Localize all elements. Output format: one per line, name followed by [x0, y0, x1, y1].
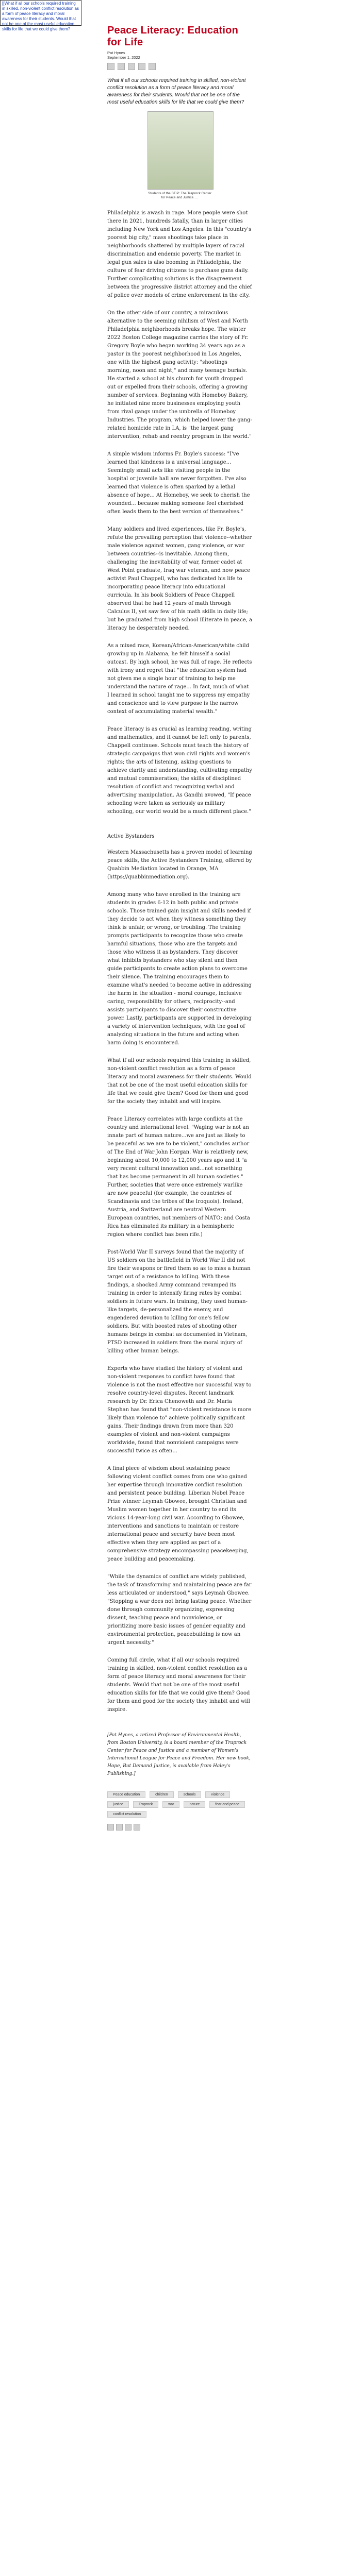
byline [107, 50, 252, 60]
tag[interactable]: children [150, 1791, 174, 1798]
paragraph: Many soldiers and lived experiences, like Fr. Boyle's, refute the prevailing perception that violence--whether male violence against women, gang violence, or war between countries--is inevitable. Among them, challenging the inevitability of war, former cadet at West Point graduate, Iraq war veteran, and now peace activist Paul Chappell, who has dedicated his life to incorporating peace literacy into educational curricula. In his book Soldiers of Peace Chappell observed that he had 12 years of math through Calculus II, yet saw few of his math skills in daily life; but he graduated from high school illiterate in peace, a literacy he desperately needed. [107, 527, 252, 631]
students-photo [147, 111, 214, 190]
paragraph: Experts who have studied the history of violent and non-violent responses to conflict have found that violence is not the most effective nor successful way to resolve country-level disputes. Recent landmark research by Dr. Erica Chenoweth and Dr. Maria Stephan has found that "non-violent resistance is more likely than violence to" achieve politically significant gains. Their findings drawn from more than 320 examples of violent and non-violent campaigns worldwide, found that nonviolent campaigns were successful twice as often... [107, 1366, 252, 1454]
facebook-icon[interactable] [107, 63, 114, 70]
paragraph: A final piece of wisdom about sustaining peace following violent conflict comes from one who gained her expertise through innovative conflict resolution and persistent peace building. Liberian Nobel Peace Prize winner Leymah Gbowee, brought Christian and Muslim women together in her country to end its vicious 14-year-long civil war. According to Gbowee, interventions and sanctions to maintain or restore international peace and security have been most effective when they are applied as part of a comprehensive strategy encompassing peacekeeping, peace building and peacemaking. [107, 1466, 249, 1562]
paragraph: Philadelphia is awash in rage. More people were shot there in 2021, hundreds fatally, than in larger cities including New York and Los Angeles. In this "country's poorest big city," mass shootings take place in neighborhoods shattered by multiple layers of racial discrimination and endemic poverty. The market in legal gun sales is also booming in Philadelphia, the culture of fear driving citizens to purchase guns daily. Further complicating solutions is the disagreement between the progressive district attorney and the chief of police over models of crime enforcement in the city. [107, 210, 252, 298]
author-bio: [Pat Hynes, a retired Professor of Environmental Health, from Boston University, is a board member of the Traprock Center for Peace and Justice and a member of Women's International League for Peace and Freedom. Her new book, Hope, But Demand Justice, is available from Haley's Publishing.] [107, 1733, 251, 1776]
tag[interactable]: justice [107, 1801, 129, 1808]
paragraph: Among many who have enrolled in the training are students in grades 6-12 in both public and private schools. Those trained gain insight and skills needed if they decide to act when they witness something they think is unfair, or wrong, or troubling. The training prompts participants to recognize those who create harmful situations, those who are the targets and those who witness it as bystanders. They discover what inhibits bystanders who stay silent and then guide participants to create action plans to overcome their silence. The training encourages them to examine what's needed to become active in addressing the harm in the situation - moral courage, inclusive caring, responsibility for others, reciprocity--and assists participants to discover their constructive power. Lastly, participants are supported in developing a variety of intervention techniques, with the goal of analyzing situations in the future and acting when harm doing is encountered. [107, 892, 252, 1046]
paragraph: Peace Literacy correlates with large conflicts at the country and international level. "Waging war is not an innate part of human nature...we are just as likely to be peaceful as we are to be violent," concludes author of The End of War John Horgan. War is relatively new, beginning about 10,000 to 12,000 years ago and it "a very recent cultural innovation and...not something that has become permanent in all human societies." Further, societies that were once extremely warlike are now peaceful (for example, the countries of Scandinavia and the tribes of the Iroquois). Ireland, Austria, and Switzerland are neutral Western European countries, not members of NATO; and Costa Rica has eliminated its military in a hemispheric region where conflict has been rife.) [107, 1116, 250, 1238]
print-icon[interactable] [149, 63, 156, 70]
section-heading: Active Bystanders [107, 834, 155, 839]
paragraph: Peace literacy is as crucial as learning reading, writing and mathematics, and it cannot be left only to parents, Chappell continues. Schools must teach the history of strategic campaigns that won civil rights and women's rights; the arts of listening, asking questions to achieve clarity and understanding, cultivating empathy and mutual commiseration; the skills of disciplined resolution of conflict and recognizing verbal and advertising manipulation. As Gandhi avowed, "If peace schooling were taken as seriously as military schooling, our world would be a much different place." [107, 726, 252, 815]
twitter-icon[interactable] [118, 63, 125, 70]
photo-caption: Students of the BTIP: The Traprock Center for Peace and Justice. ... [147, 192, 212, 199]
paragraph: A simple wisdom informs Fr. Boyle's success: "I've learned that kindness is a universal language... Seemingly small acts like visiting people in the hospital or juvenile hall are never forgotten. I've also learned that violence is often sparked by a lethal absence of hope... At Homeboy, we seek to cherish the wounded... because making someone feel cherished often leads them to the best version of themselves." [107, 451, 250, 515]
author: Pat Hynes [107, 50, 125, 55]
tag[interactable]: nature [184, 1801, 205, 1808]
paragraph: "While the dynamics of conflict are widely published, the task of transforming and maintaining peace are far less articulated or understood," says Leymah Gbowee. "Stopping a war does not bring lasting peace. Whether done through community organizing, expressing dissent, teaching peace and nonviolence, or prioritizing more basic issues of gender equality and environmental protection, peacebuilding is now an urgent necessity." [107, 1574, 252, 1646]
paragraph: Western Massachusetts has a proven model of learning peace skills, the Active Bystanders Training, offered by Quabbin Mediation located in Orange, MA (https://quabbinmediation.org). [107, 850, 252, 880]
figure [147, 111, 212, 200]
facebook-icon[interactable] [107, 1824, 114, 1831]
twitter-icon[interactable] [116, 1824, 123, 1831]
tag[interactable]: Traprock [133, 1801, 158, 1808]
paragraph: What if all our schools required this training in skilled, non-violent conflict resolution as a form of peace literacy and moral awareness for their students. Would that not be one of the most useful education skills for life that we could give them? Good for them and good for the society they inhabit and will inspire. [107, 1058, 252, 1105]
paragraph: Coming full circle, what if all our schools required training in skilled, non-violent conflict resolution as a form of peace literacy and moral awareness for their students. Would that not be one of the most useful education skills for life that we could give them? Good for them and good for the society they inhabit and will inspire. [107, 1657, 250, 1713]
reddit-icon[interactable] [128, 63, 135, 70]
paragraph: Post-World War II surveys found that the majority of US soldiers on the battlefield in World War II did not fire their weapons or fired them so as to miss a human target out of a resistance to killing. With these findings, a shocked Army command revamped its training in order to intensify firing rates by combat soldiers in future wars. In training, they used human-like targets, de-personalized the enemy, and engendered devotion to killing for one's fellow soldiers. But with boosted rates of shooting other humans beings in combat as documented in Vietnam, PTSD increased in soldiers from the moral injury of killing other human beings. [107, 1249, 251, 1354]
article-lede: What if all our schools required training in skilled, non-violent conflict resolution as a form of peace literacy and moral awareness for their students. Would that not be one of the most useful education skills for life that we could give them? [107, 78, 246, 105]
paragraph: As a mixed race, Korean/African-American/white child growing up in Alabama, he felt himself a social outcast. By high school, he was full of rage. He reflects with irony and regret that "the education system had not given me a single hour of training to help me understand the nature of rage... In fact, much of what I learned in school taught me to suppress my empathy and conscience and to view purpose is the narrow context of accumulating material wealth." [107, 643, 252, 715]
reddit-icon[interactable] [125, 1824, 132, 1831]
date: September 1, 2022 [107, 55, 140, 60]
paragraph: On the other side of our country, a miraculous alternative to the seeming nihilism of West and North Philadelphia neighborhoods breaks hope. The winter 2022 Boston College magazine carries the story of Fr. Gregory Boyle who began working 34 years ago as a pastor in the poorest neighborhood in Los Angeles, one with the highest gang activity: "shootings morning, noon and night," and many teenage burials. He started a school at his church for youth dropped out or expelled from their schools, offering a growing number of services. Beginning with Homeboy Bakery, he initiated nine more businesses employing youth from rival gangs under the umbrella of Homeboy Industries. The program, which helped lower the gang-related homicide rate in LA, is "the largest gang intervention, rehab and reentry program in the world." [107, 310, 252, 439]
article-title[interactable]: Peace Literacy: Education for Life [107, 25, 238, 48]
tag-list [107, 1791, 252, 1818]
tag[interactable]: schools [178, 1791, 202, 1798]
email-icon[interactable] [138, 63, 145, 70]
tag[interactable]: fear and peace [209, 1801, 245, 1808]
email-icon[interactable] [134, 1824, 140, 1831]
tag[interactable]: war [162, 1801, 179, 1808]
tag[interactable]: Peace education [107, 1791, 145, 1798]
browser-tab-text: [[What if all our schools required training in skilled, non-violent conflict resolution as a form of peace literacy and moral awareness for their students. Would that not be one of the most useful education skills for life that we could give them? [0, 0, 81, 26]
share-bar-bottom [107, 1824, 252, 1831]
tag[interactable]: violence [205, 1791, 230, 1798]
share-bar [107, 63, 252, 70]
tag[interactable]: conflict resolution [107, 1811, 146, 1818]
article [107, 25, 252, 1831]
